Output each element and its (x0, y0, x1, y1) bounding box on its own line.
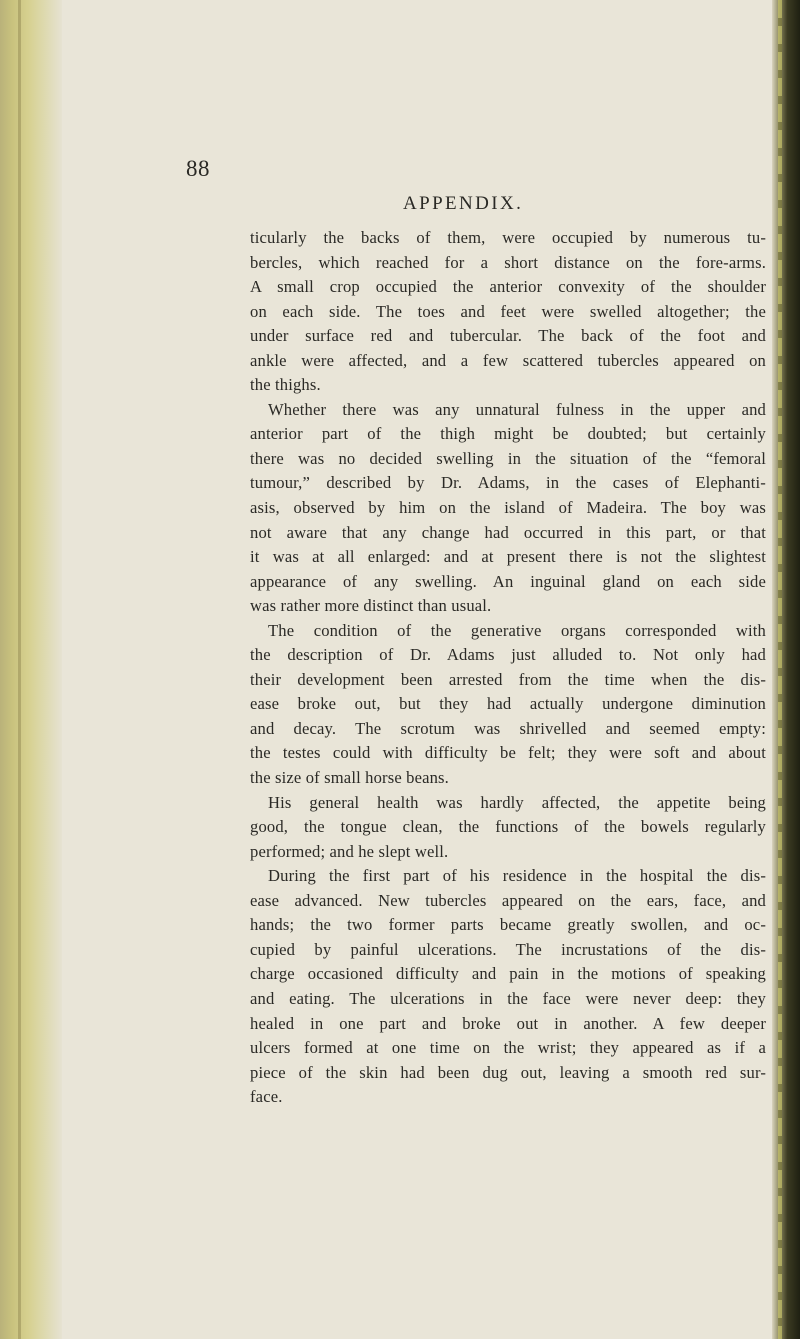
page-number: 88 (186, 156, 210, 181)
text-line: His general health was hardly affected, the appetite being (268, 792, 766, 812)
text-line: asis, observed by him on the island of Madeira. The boy was (250, 498, 766, 518)
text-line: healed in one part and broke out in another. A few deeper (250, 1013, 766, 1033)
text-line: the testes could with difficulty be felt; they were soft and about (250, 743, 766, 763)
text-line: ease broke out, but they had actually undergone diminution (250, 694, 766, 714)
running-head: APPENDIX. (403, 193, 524, 214)
text-line: During the first part of his residence in the hospital the dis- (268, 866, 766, 886)
text-line: not aware that any change had occurred in this part, or that (250, 522, 766, 542)
text-line: on each side. The toes and feet were swelled altogether; the (250, 301, 766, 321)
text-line: and eating. The ulcerations in the face were never deep: they (250, 988, 766, 1008)
text-line: and decay. The scrotum was shrivelled and seemed empty: (250, 718, 766, 738)
text-line: the thighs. (250, 375, 321, 395)
text-line: hands; the two former parts became greatly swollen, and oc- (250, 915, 766, 935)
body-text (250, 226, 766, 1110)
text-line: A small crop occupied the anterior convexity of the shoulder (250, 277, 766, 297)
text-line: ticularly the backs of them, were occupied by numerous tu- (250, 228, 766, 247)
text-line: was rather more distinct than usual. (250, 596, 492, 616)
text-line: face. (250, 1087, 283, 1107)
text-line: ease advanced. New tubercles appeared on the ears, face, and (250, 890, 766, 910)
text-line: tumour,” described by Dr. Adams, in the cases of Elephanti- (250, 473, 766, 493)
text-line: bercles, which reached for a short distance on the fore-arms. (250, 252, 766, 272)
text-line: anterior part of the thigh might be doubted; but certainly (250, 424, 766, 444)
page-edge-binding (772, 0, 800, 1339)
text-line: performed; and he slept well. (250, 841, 449, 861)
text-line: there was no decided swelling in the situation of the “femoral (250, 448, 766, 468)
text-line: it was at all enlarged: and at present there is not the slightest (250, 547, 766, 567)
text-line: the description of Dr. Adams just alluded to. Not only had (250, 645, 766, 665)
text-line: ulcers formed at one time on the wrist; they appeared as if a (250, 1038, 766, 1058)
text-line: ankle were affected, and a few scattered tubercles appeared on (250, 350, 766, 370)
text-line: piece of the skin had been dug out, leaving a smooth red sur- (250, 1062, 766, 1082)
text-line: charge occasioned difficulty and pain in the motions of speaking (250, 964, 766, 984)
text-line: under surface red and tubercular. The back of the foot and (250, 326, 766, 346)
text-line: appearance of any swelling. An inguinal gland on each side (250, 571, 766, 591)
text-line: Whether there was any unnatural fulness in the upper and (268, 399, 766, 419)
text-line: good, the tongue clean, the functions of the bowels regularly (250, 817, 766, 837)
text-line: the size of small horse beans. (250, 768, 449, 788)
book-gutter-shadow (0, 0, 62, 1339)
text-line: The condition of the generative organs corresponded with (268, 620, 766, 640)
text-line: their development been arrested from the time when the dis- (250, 669, 766, 689)
text-line: cupied by painful ulcerations. The incrustations of the dis- (250, 939, 766, 959)
